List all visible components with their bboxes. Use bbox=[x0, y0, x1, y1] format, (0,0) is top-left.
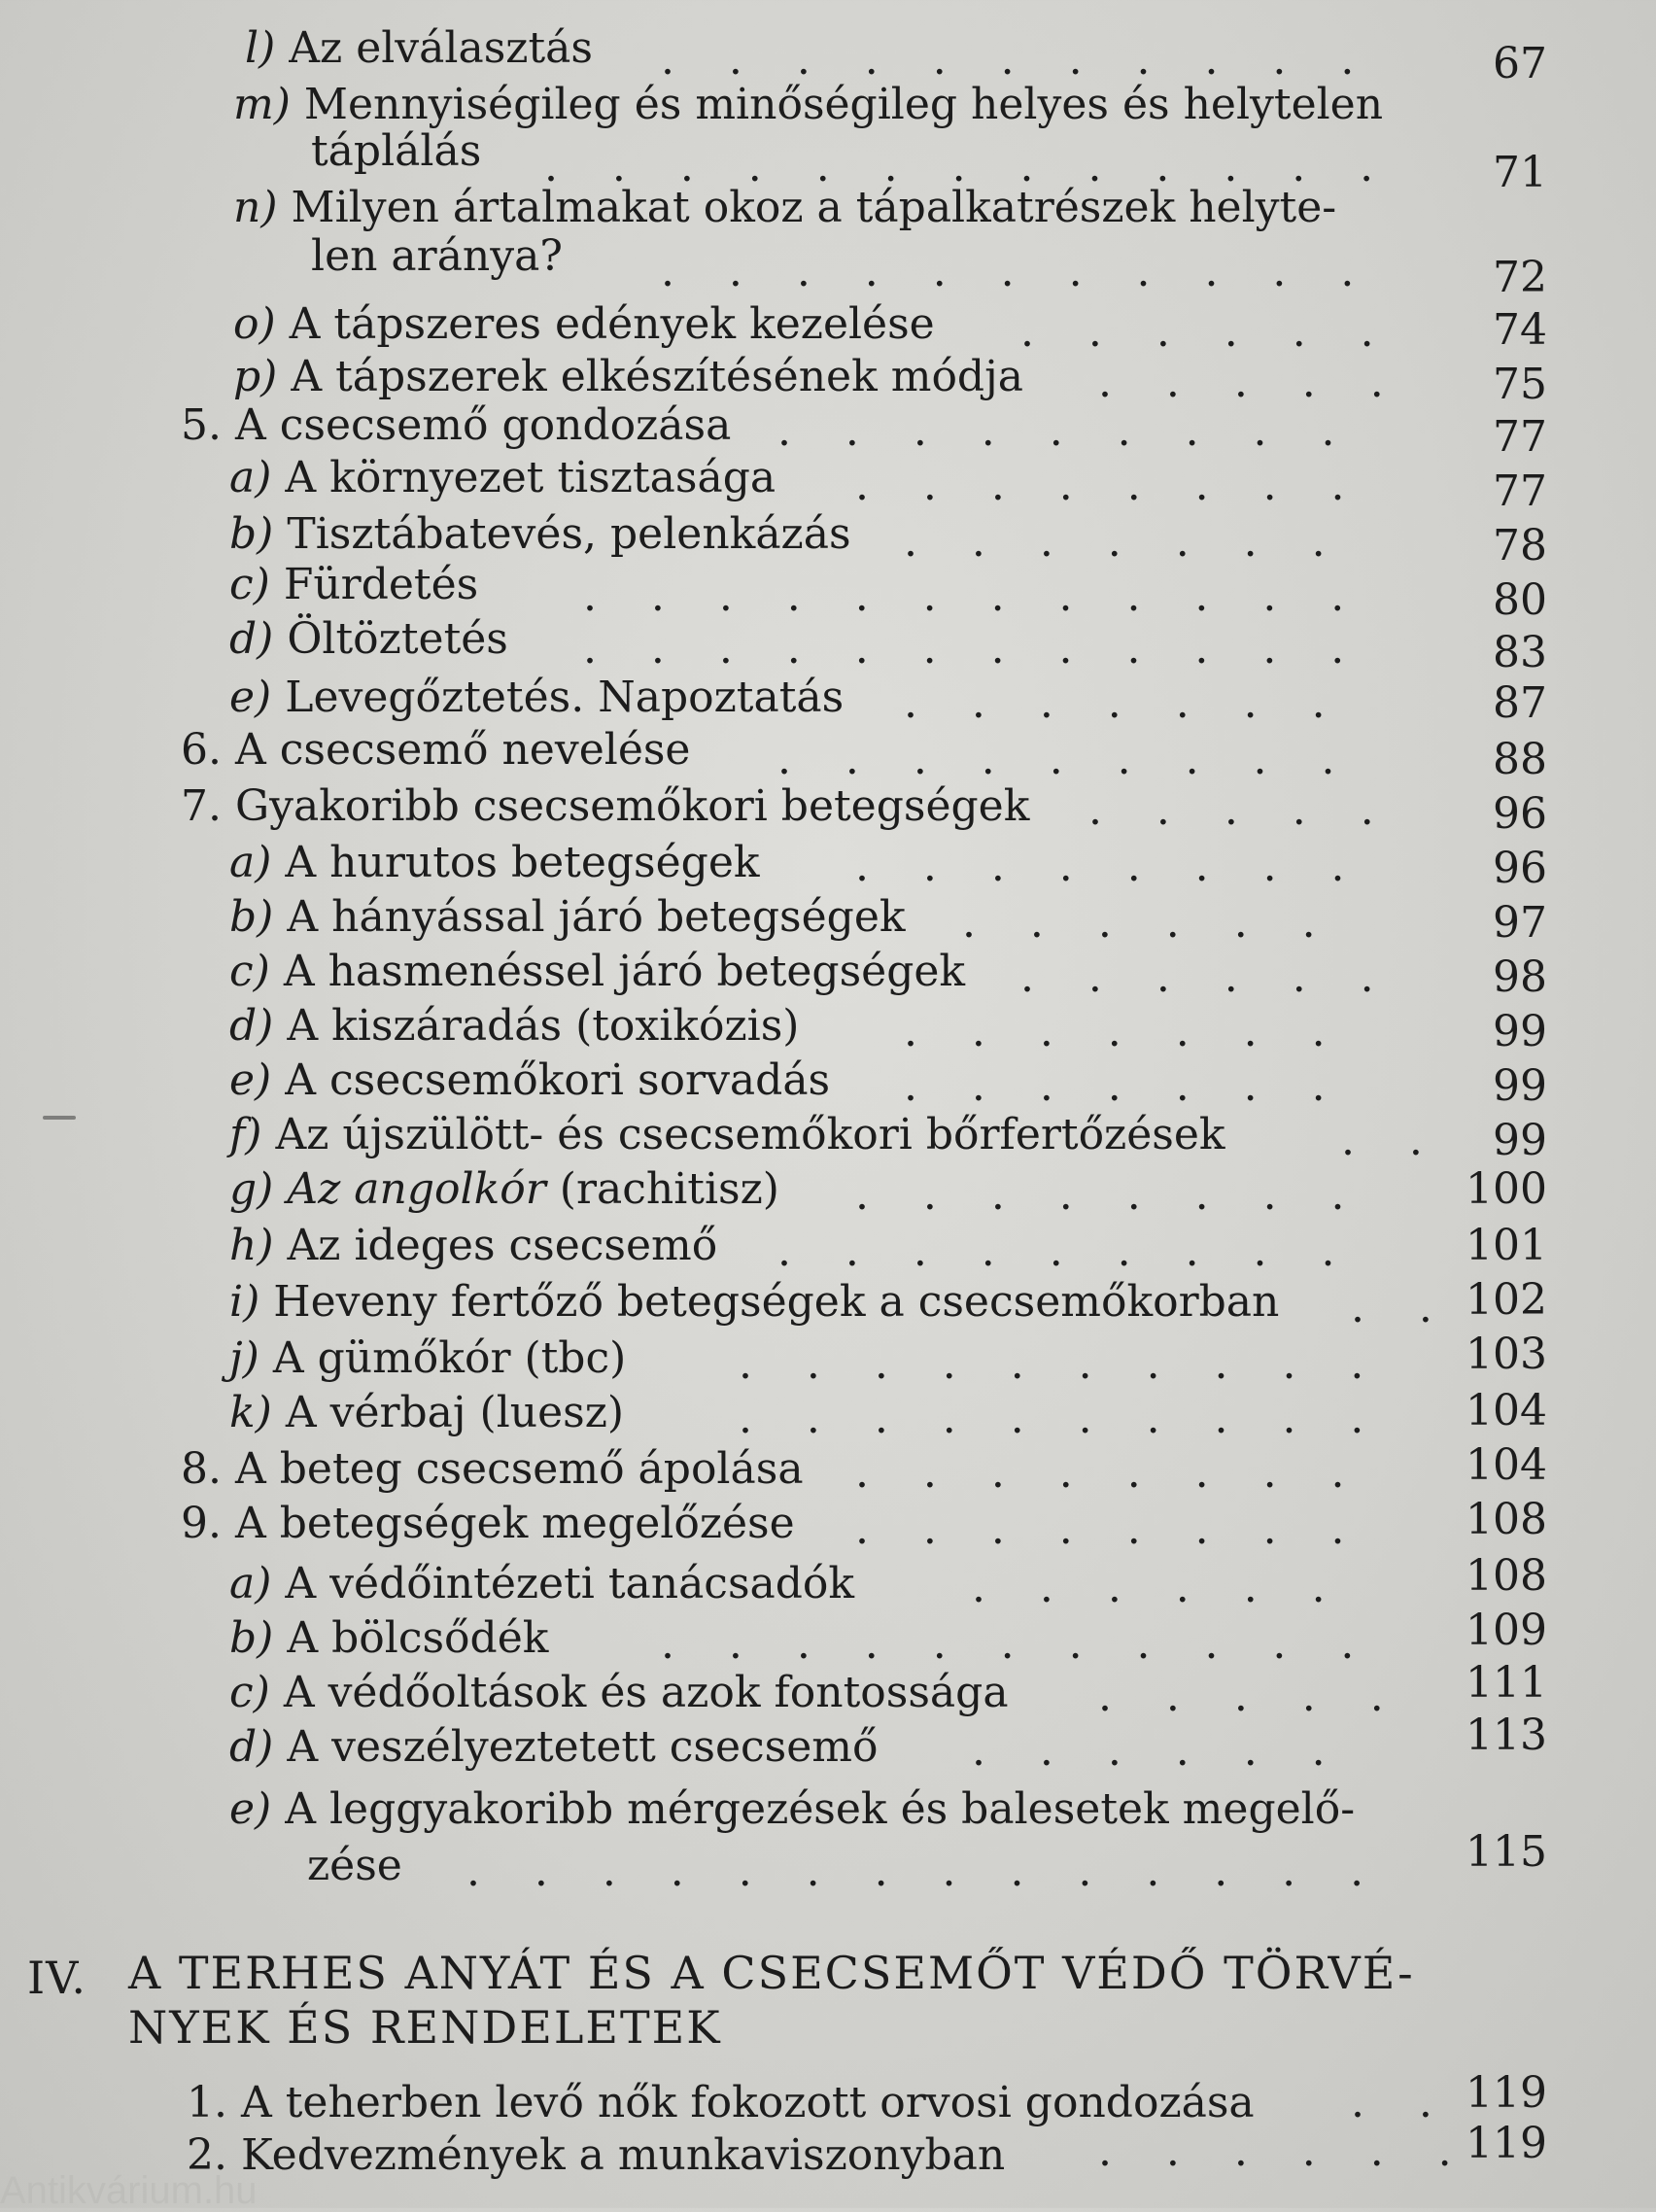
dot-leader: . . . . . . . . bbox=[855, 1448, 1345, 1498]
dot-leader: . . . . . . bbox=[962, 898, 1316, 948]
entry-title: Milyen ártalmakat okoz a tápalkatrészek helyte- bbox=[291, 183, 1337, 232]
page-number: 77 bbox=[1493, 467, 1547, 516]
entry-title: Az újszülött- és csecsemőkori bőrfertőzések bbox=[275, 1110, 1225, 1159]
page-number: 104 bbox=[1466, 1440, 1547, 1490]
dot-leader: . . . . . . . . . . . . . bbox=[544, 142, 1374, 191]
toc-entry bbox=[0, 1658, 1656, 1721]
entry-title: A vérbaj (luesz) bbox=[285, 1388, 625, 1437]
entry-title: A csecsemőkori sorvadás bbox=[285, 1055, 831, 1105]
toc-entry bbox=[0, 181, 1656, 235]
toc-entry bbox=[0, 1054, 1656, 1111]
entry-label: j) bbox=[229, 1333, 259, 1383]
entry-title: Levegőztetés. Napoztatás bbox=[285, 673, 845, 722]
page-number: 75 bbox=[1493, 360, 1547, 409]
entry-label: g) bbox=[229, 1164, 274, 1214]
entry-title: A veszélyeztetett csecsemő bbox=[287, 1722, 879, 1772]
toc-entry bbox=[0, 1330, 1656, 1389]
entry-label: 1. bbox=[187, 2078, 227, 2127]
entry-label: b) bbox=[229, 509, 274, 559]
toc-entry bbox=[0, 1495, 1656, 1554]
entry-label: a) bbox=[229, 453, 272, 502]
dot-leader: . . . . . . . . . . . . . . bbox=[466, 1847, 1364, 1896]
section-heading: A TERHES ANYÁT ÉS A CSECSEMŐT VÉDŐ TÖRVÉ- bbox=[128, 1947, 1415, 1999]
page-number: 98 bbox=[1493, 952, 1547, 1002]
entry-title: A tápszeres edények kezelése bbox=[289, 299, 935, 349]
page-number: 77 bbox=[1493, 412, 1547, 462]
entry-title: Tisztábatevés, pelenkázás bbox=[287, 509, 851, 559]
toc-entry bbox=[0, 890, 1656, 948]
dot-leader: . . . . . . . bbox=[904, 517, 1326, 567]
toc-entry bbox=[0, 723, 1656, 784]
toc-entry bbox=[0, 398, 1656, 462]
page-number: 108 bbox=[1466, 1551, 1547, 1601]
entry-title: A bölcsődék bbox=[287, 1613, 549, 1663]
entry-title: A teherben levő nők fokozott orvosi gondozása bbox=[240, 2078, 1255, 2127]
entry-title: Mennyiségileg és minőségileg helyes és helytelen bbox=[303, 80, 1384, 129]
entry-title: A védőintézeti tanácsadók bbox=[285, 1559, 855, 1608]
page-number: 113 bbox=[1466, 1711, 1547, 1760]
entry-title: Az ideges csecsemő bbox=[287, 1221, 718, 1270]
entry-title: Kedvezmények a munkaviszonyban bbox=[240, 2130, 1006, 2180]
entry-label: e) bbox=[229, 1055, 272, 1105]
entry-label: h) bbox=[229, 1221, 274, 1270]
entry-title-italic: Az angolkór bbox=[287, 1164, 546, 1214]
entry-label: 9. bbox=[181, 1499, 222, 1548]
page-number: 80 bbox=[1493, 575, 1547, 625]
page-number: 104 bbox=[1466, 1386, 1547, 1435]
entry-title: Gyakoribb csecsemőkori betegségek bbox=[234, 781, 1030, 831]
page-number: 100 bbox=[1466, 1164, 1547, 1214]
entry-label: d) bbox=[229, 1001, 274, 1051]
entry-title-continuation: táplálás bbox=[311, 126, 482, 176]
toc-entry bbox=[0, 21, 1656, 88]
entry-title: A tápszerek elkészítésének módja bbox=[291, 352, 1023, 401]
dot-leader: . . bbox=[1351, 2078, 1432, 2127]
dot-leader: . . bbox=[1341, 1116, 1423, 1165]
entry-label: 2. bbox=[187, 2130, 227, 2180]
dot-leader: . . . . . . bbox=[972, 1563, 1326, 1612]
entry-label: b) bbox=[229, 1613, 274, 1663]
dot-leader: . . . . . . . . . . . . bbox=[583, 624, 1345, 674]
entry-label: e) bbox=[229, 1784, 272, 1834]
toc-entry-continuation bbox=[0, 1827, 1656, 1896]
section-heading-continuation: NYEK ÉS RENDELETEK bbox=[128, 2001, 722, 2054]
page-number: 119 bbox=[1466, 2068, 1547, 2118]
entry-title: A csecsemő nevelése bbox=[234, 725, 691, 775]
page-number: 72 bbox=[1493, 253, 1547, 302]
page-number: 111 bbox=[1466, 1658, 1547, 1708]
entry-label: c) bbox=[229, 947, 270, 996]
dot-leader: . . . . . . . bbox=[904, 678, 1326, 728]
entry-label: a) bbox=[229, 1559, 272, 1608]
section-numeral: IV. bbox=[27, 1952, 86, 2004]
dot-leader: . . . . . . . bbox=[904, 1061, 1326, 1111]
page-number: 97 bbox=[1493, 898, 1547, 948]
entry-label: b) bbox=[229, 892, 274, 942]
toc-entry bbox=[0, 612, 1656, 677]
entry-label: m) bbox=[233, 80, 291, 129]
entry-label: c) bbox=[229, 1668, 270, 1717]
toc-entry bbox=[0, 836, 1656, 893]
page-number: 99 bbox=[1493, 1116, 1547, 1165]
dot-leader: . . . . . bbox=[1088, 785, 1374, 835]
entry-label: c) bbox=[229, 560, 270, 609]
page-number: 96 bbox=[1493, 844, 1547, 893]
dot-leader: . . . . . . bbox=[1020, 952, 1374, 1002]
dot-leader: . . . . . . . . . bbox=[777, 735, 1335, 784]
toc-entry bbox=[0, 1442, 1656, 1497]
page-number: 103 bbox=[1466, 1330, 1547, 1379]
dot-leader: . . . . . . . . bbox=[855, 461, 1345, 510]
entry-label: d) bbox=[229, 614, 274, 664]
toc-entry bbox=[0, 1162, 1656, 1220]
toc-entry bbox=[0, 558, 1656, 625]
toc-entry bbox=[0, 2068, 1656, 2130]
entry-label: 5. bbox=[181, 400, 222, 450]
toc-entry-continuation bbox=[0, 229, 1656, 302]
entry-label: l) bbox=[245, 23, 276, 73]
page-number: 108 bbox=[1466, 1495, 1547, 1544]
toc-entry-continuation bbox=[0, 124, 1656, 197]
entry-label: o) bbox=[233, 299, 276, 349]
entry-title: (rachitisz) bbox=[559, 1164, 779, 1214]
toc-entry bbox=[0, 1108, 1656, 1165]
toc-entry bbox=[0, 1606, 1656, 1669]
watermark-text: Antikvárium.hu bbox=[0, 2169, 258, 2212]
dot-leader: . . . . . . bbox=[1020, 307, 1374, 357]
dot-leader: . . . . . . . . bbox=[855, 842, 1345, 891]
entry-label: k) bbox=[229, 1388, 272, 1437]
page-number: 115 bbox=[1466, 1827, 1547, 1877]
entry-title: Az elválasztás bbox=[289, 23, 593, 73]
entry-label: p) bbox=[233, 352, 278, 401]
toc-entry bbox=[0, 1275, 1656, 1330]
entry-title: A hányással járó betegségek bbox=[287, 892, 906, 942]
page-number: 99 bbox=[1493, 1061, 1547, 1111]
page-number: 109 bbox=[1466, 1606, 1547, 1655]
entry-title: A védőoltások és azok fontossága bbox=[283, 1668, 1009, 1717]
entry-title: A leggyakoribb mérgezések és balesetek megelő- bbox=[285, 1784, 1356, 1834]
entry-title: Heveny fertőző betegségek a csecsemőkorban bbox=[273, 1277, 1280, 1327]
dot-leader: . . . . . . . . . bbox=[777, 406, 1335, 456]
toc-entry bbox=[0, 999, 1656, 1054]
dot-leader: . . . . . bbox=[1098, 1672, 1384, 1721]
dot-leader: . . . . . . . . . . . bbox=[661, 1619, 1355, 1669]
toc-entry bbox=[0, 671, 1656, 728]
entry-label: a) bbox=[229, 838, 272, 887]
dot-leader: . . . . . bbox=[1098, 358, 1384, 407]
entry-title-continuation: len aránya? bbox=[311, 231, 563, 281]
entry-label: 8. bbox=[181, 1444, 222, 1494]
toc-entry bbox=[0, 945, 1656, 1002]
dot-leader: . . . . . . . . . . bbox=[739, 1394, 1364, 1443]
page-number: 99 bbox=[1493, 1007, 1547, 1056]
toc-entry bbox=[0, 1386, 1656, 1443]
page-number: 71 bbox=[1493, 148, 1547, 197]
entry-label: 6. bbox=[181, 725, 222, 775]
dot-leader: . . . . . . . . bbox=[855, 1504, 1345, 1554]
entry-title-continuation: zése bbox=[307, 1841, 402, 1890]
entry-label: e) bbox=[229, 673, 272, 722]
page-number: 87 bbox=[1493, 678, 1547, 728]
entry-title: A hurutos betegségek bbox=[285, 838, 760, 887]
entry-title: A betegségek megelőzése bbox=[234, 1499, 795, 1548]
dot-leader: . . . . . . . bbox=[904, 1007, 1326, 1056]
entry-label: i) bbox=[229, 1277, 260, 1327]
entry-title: Öltöztetés bbox=[287, 614, 508, 664]
page-number: 88 bbox=[1493, 735, 1547, 784]
entry-label: f) bbox=[229, 1110, 262, 1159]
dot-leader: . . bbox=[1351, 1283, 1432, 1332]
toc-entry bbox=[0, 350, 1656, 409]
page-number: 96 bbox=[1493, 789, 1547, 839]
toc-entry bbox=[0, 297, 1656, 357]
toc-entry bbox=[0, 1551, 1656, 1612]
entry-title: A kiszáradás (toxikózis) bbox=[287, 1001, 800, 1051]
entry-title: A hasmenéssel járó betegségek bbox=[283, 947, 966, 996]
page-number: 78 bbox=[1493, 521, 1547, 570]
entry-label: 7. bbox=[181, 781, 222, 831]
page-number: 67 bbox=[1493, 39, 1547, 88]
toc-entry bbox=[0, 451, 1656, 516]
toc-entry bbox=[0, 1782, 1656, 1837]
dot-leader: . . . . . . . . . . . bbox=[661, 35, 1355, 85]
dot-leader: . . . . . . . . bbox=[855, 1170, 1345, 1220]
dot-leader: . . . . . . . . . . . . bbox=[583, 571, 1345, 621]
page-number: 101 bbox=[1466, 1221, 1547, 1270]
paper-mark bbox=[43, 1116, 76, 1120]
toc-entry bbox=[0, 1711, 1656, 1776]
entry-title: A beteg csecsemő ápolása bbox=[234, 1444, 804, 1494]
page-number: 83 bbox=[1493, 628, 1547, 677]
page-number: 102 bbox=[1466, 1275, 1547, 1325]
dot-leader: . . . . . . bbox=[972, 1726, 1326, 1776]
dot-leader: . . . . . . . . . . . bbox=[661, 247, 1355, 296]
dot-leader: . . . . . . . . . bbox=[777, 1227, 1335, 1276]
toc-entry bbox=[0, 1219, 1656, 1276]
entry-label: n) bbox=[233, 183, 278, 232]
entry-title: Fürdetés bbox=[283, 560, 479, 609]
dot-leader: . . . . . . bbox=[1098, 2126, 1452, 2176]
entry-title: A környezet tisztasága bbox=[285, 453, 776, 502]
dot-leader: . . . . . . . . . . bbox=[739, 1339, 1364, 1389]
toc-entry bbox=[0, 779, 1656, 839]
entry-title: A gümőkór (tbc) bbox=[272, 1333, 627, 1383]
page-number: 119 bbox=[1466, 2119, 1547, 2168]
toc-entry bbox=[0, 507, 1656, 570]
page-number: 74 bbox=[1493, 305, 1547, 355]
entry-title: A csecsemő gondozása bbox=[234, 400, 732, 450]
entry-label: d) bbox=[229, 1722, 274, 1772]
